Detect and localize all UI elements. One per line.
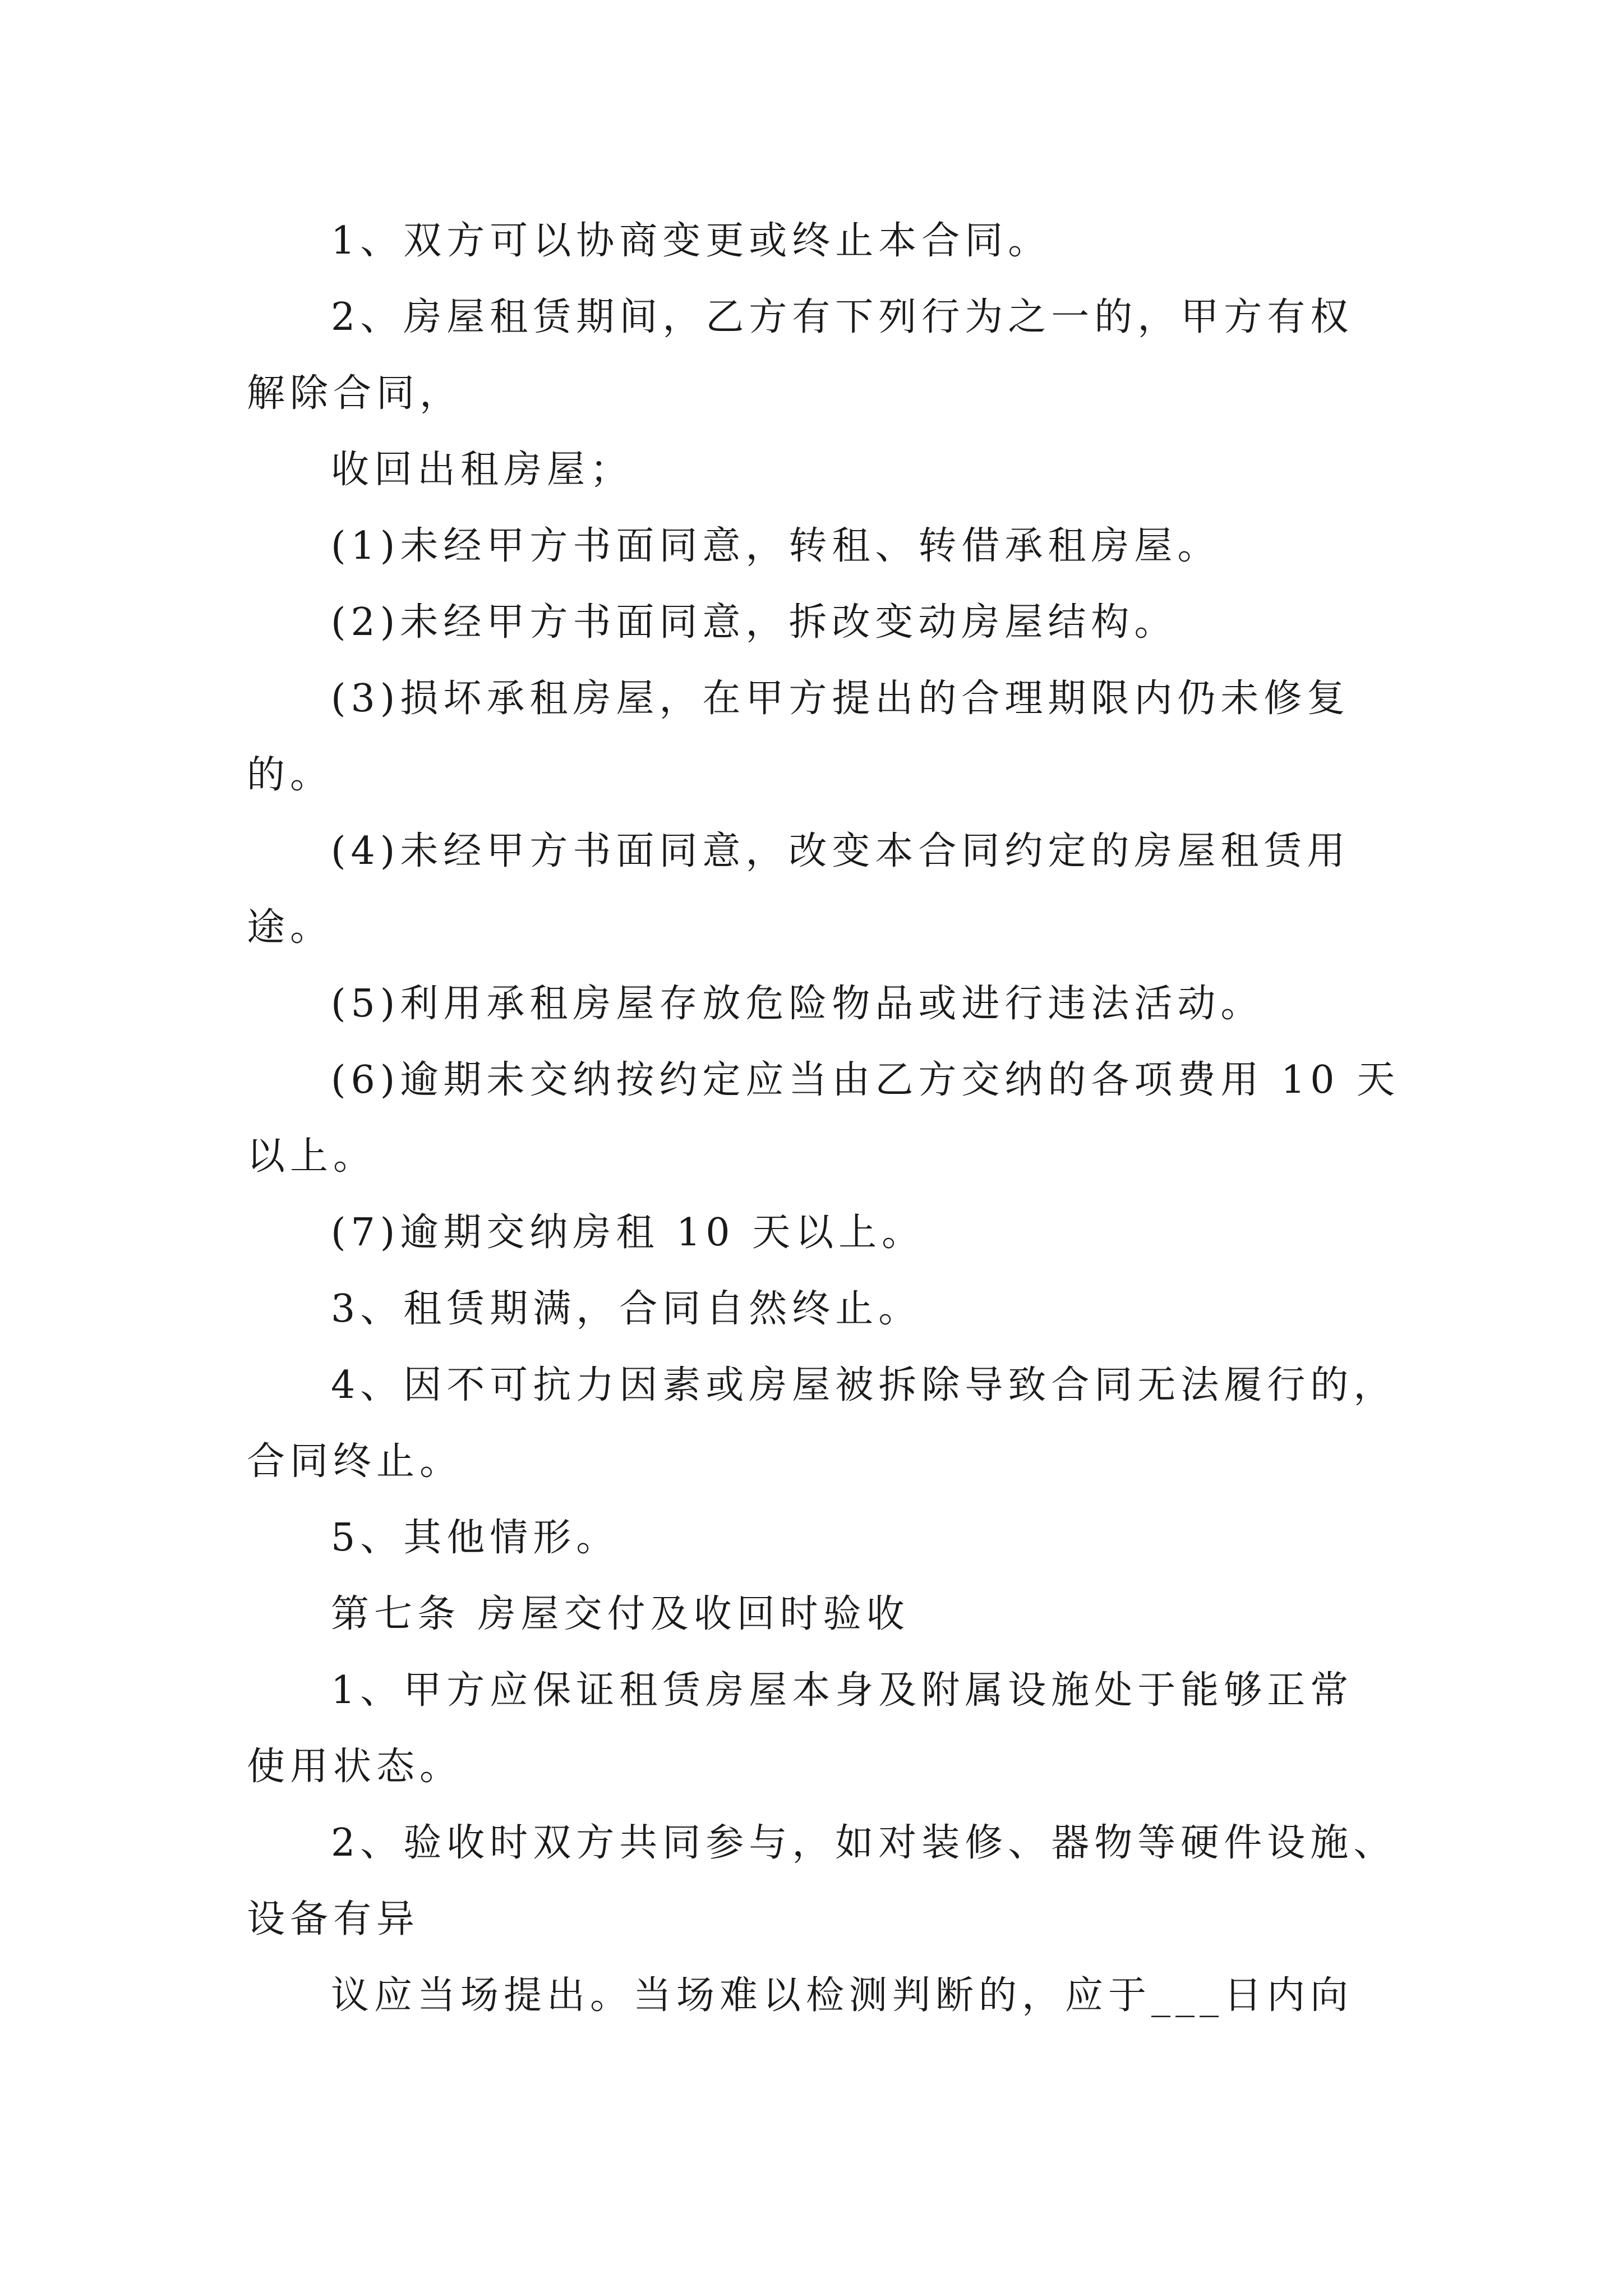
text-line: 使用状态。 [247, 1745, 463, 1789]
text-line: 1、甲方应保证租赁房屋本身及附属设施处于能够正常 [331, 1668, 1354, 1713]
text-line: (6)逾期未交纳按约定应当由乙方交纳的各项费用 10 天 [331, 1058, 1400, 1102]
text-line: 合同终止。 [247, 1439, 463, 1484]
text-line: 议应当场提出。当场难以检测判断的，应于___日内向 [331, 1973, 1354, 2018]
contract-text [247, 203, 1400, 2034]
text-line: 解除合同， [247, 371, 463, 416]
text-line: 3、租赁期满，合同自然终止。 [331, 1287, 922, 1331]
text-line: (2)未经甲方书面同意，拆改变动房屋结构。 [331, 600, 1178, 645]
text-line: (7)逾期交纳房租 10 天以上。 [331, 1211, 925, 1255]
text-line: 1、双方可以协商变更或终止本合同。 [331, 219, 1052, 263]
section-heading: 第七条 房屋交付及收回时验收 [331, 1592, 910, 1636]
text-line: 途。 [247, 905, 334, 950]
text-line: 设备有异 [247, 1897, 420, 1941]
text-line: (4)未经甲方书面同意，改变本合同约定的房屋租赁用 [331, 829, 1350, 873]
text-line: 2、验收时双方共同参与，如对装修、器物等硬件设施、 [331, 1821, 1397, 1865]
text-line: (3)损坏承租房屋，在甲方提出的合理期限内仍未修复 [331, 677, 1350, 721]
text-line: (1)未经甲方书面同意，转租、转借承租房屋。 [331, 524, 1221, 568]
text-line: 以上。 [247, 1134, 377, 1179]
text-line: 的。 [247, 753, 334, 797]
text-line: (5)利用承租房屋存放危险物品或进行违法活动。 [331, 982, 1264, 1026]
text-line: 5、其他情形。 [331, 1516, 620, 1560]
text-line: 4、因不可抗力因素或房屋被拆除导致合同无法履行的， [331, 1363, 1397, 1407]
text-line: 收回出租房屋； [331, 448, 634, 492]
text-line: 2、房屋租赁期间，乙方有下列行为之一的，甲方有权 [331, 295, 1354, 339]
